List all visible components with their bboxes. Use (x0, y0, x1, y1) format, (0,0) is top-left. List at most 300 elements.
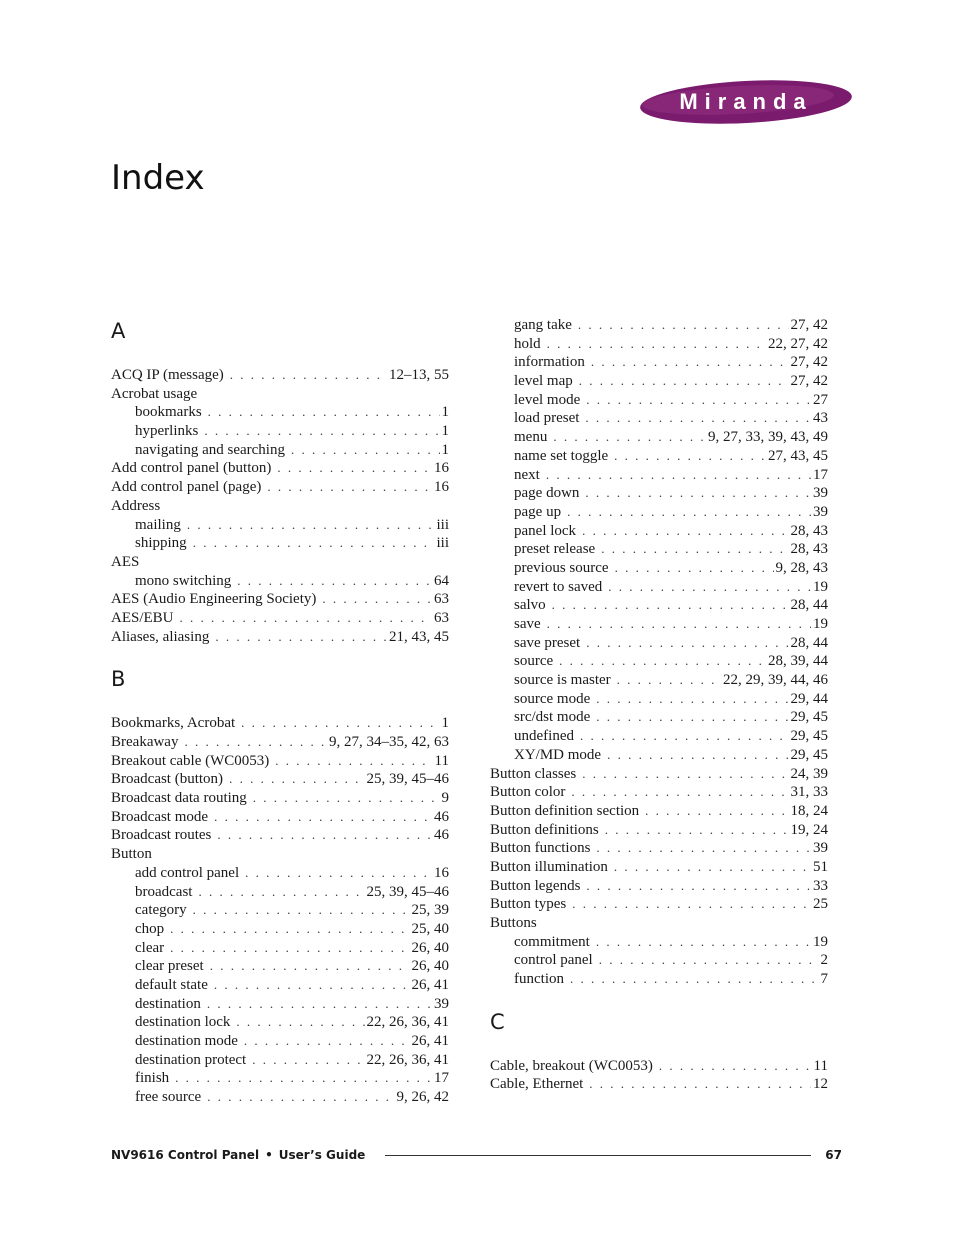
dot-leader (571, 783, 788, 802)
dot-leader (582, 765, 788, 784)
index-term: Broadcast mode (111, 808, 209, 825)
index-term: menu (514, 429, 548, 446)
index-entry (490, 783, 828, 802)
footer-separator: • (265, 1148, 273, 1162)
dot-leader (559, 652, 766, 671)
index-pages: 12 (813, 1076, 828, 1093)
index-pages: 22, 26, 36, 41 (366, 1014, 449, 1031)
index-pages: iii (436, 516, 449, 533)
dot-leader (578, 316, 789, 335)
dot-leader (184, 733, 327, 752)
index-entry (490, 821, 828, 840)
index-subentry (490, 391, 828, 410)
index-subentry (111, 920, 449, 939)
index-entry (490, 1075, 828, 1094)
index-subentry (490, 652, 828, 671)
index-subentry (111, 441, 449, 460)
index-pages: 25 (813, 896, 828, 913)
miranda-logo (638, 78, 854, 128)
index-subentry (490, 503, 828, 522)
dot-leader (204, 422, 439, 441)
dot-leader (214, 976, 410, 995)
index-pages: 21, 43, 45 (389, 628, 449, 645)
index-section-letter: B (111, 667, 126, 692)
dot-leader (208, 403, 440, 422)
index-term: mailing (135, 516, 181, 533)
index-term: Button (111, 846, 152, 863)
index-term: AES (111, 553, 140, 570)
page-footer (111, 1145, 842, 1165)
index-subentry (111, 901, 449, 920)
dot-leader (267, 478, 432, 497)
index-pages: 31, 33 (790, 784, 828, 801)
index-term: destination (135, 995, 201, 1012)
index-term: Broadcast data routing (111, 790, 247, 807)
dot-leader (614, 447, 766, 466)
dot-leader (229, 770, 364, 789)
index-pages: 11 (434, 752, 449, 769)
index-section (490, 1007, 828, 1094)
index-subentry (490, 951, 828, 970)
index-term: source is master (514, 672, 611, 689)
index-entry (111, 459, 449, 478)
dot-leader (322, 590, 432, 609)
index-subentry (490, 447, 828, 466)
index-term: XY/MD mode (514, 746, 602, 763)
index-term: next (514, 466, 540, 483)
index-subentry (111, 883, 449, 902)
dot-leader (198, 883, 364, 902)
index-subentry (490, 428, 828, 447)
index-entry (111, 733, 449, 752)
index-entry (490, 914, 828, 933)
index-term: save preset (514, 634, 581, 651)
index-subentry (111, 864, 449, 883)
dot-leader (236, 1013, 364, 1032)
index-subentry (111, 516, 449, 535)
dot-leader (596, 690, 788, 709)
index-entry (111, 808, 449, 827)
dot-leader (596, 839, 811, 858)
index-term: save (514, 616, 541, 632)
index-subentry (111, 957, 449, 976)
index-entry (490, 839, 828, 858)
index-subentry (111, 939, 449, 958)
index-pages: 22, 26, 36, 41 (366, 1051, 449, 1068)
footer-rule (385, 1155, 811, 1156)
index-term: broadcast (135, 883, 193, 900)
index-term: level mode (514, 391, 581, 408)
index-term: Aliases, aliasing (111, 628, 210, 645)
index-term: Acrobat usage (111, 385, 198, 402)
index-subentry (490, 316, 828, 335)
index-term: salvo (514, 597, 546, 614)
index-pages: 39 (434, 995, 449, 1012)
dot-leader (180, 609, 432, 628)
index-entry (111, 845, 449, 864)
index-subentry (111, 1032, 449, 1051)
index-entry (111, 497, 449, 516)
index-pages: 27, 42 (790, 373, 828, 390)
index-entry (490, 802, 828, 821)
index-term: Breakaway (111, 734, 179, 750)
index-term: destination lock (135, 1014, 231, 1031)
index-subentry (111, 1051, 449, 1070)
index-pages: 46 (434, 808, 449, 825)
dot-leader (617, 671, 721, 690)
index-term: Button definition section (490, 802, 640, 819)
index-term: previous source (514, 559, 609, 576)
index-pages: 11 (813, 1057, 828, 1074)
footer-doc-subtitle: User’s Guide (278, 1148, 366, 1162)
index-term: load preset (514, 410, 580, 427)
index-term: add control panel (135, 864, 240, 881)
dot-leader (244, 1032, 410, 1051)
index-term: chop (135, 920, 165, 937)
index-pages: 29, 45 (790, 709, 828, 726)
index-term: destination mode (135, 1033, 238, 1049)
index-term: mono switching (135, 572, 232, 589)
index-subentry (490, 540, 828, 559)
index-pages: 2 (820, 952, 828, 969)
index-term: revert to saved (514, 578, 603, 595)
index-pages: 28, 39, 44 (768, 653, 828, 670)
dot-leader (170, 939, 409, 958)
index-pages: 28, 44 (790, 634, 828, 651)
dot-leader (187, 516, 435, 535)
index-pages: 1 (441, 441, 449, 458)
dot-leader (207, 1088, 394, 1107)
dot-leader (241, 714, 439, 733)
index-section (111, 664, 449, 1106)
index-pages: 27, 42 (790, 354, 828, 371)
index-pages: 1 (441, 423, 449, 440)
index-pages: 63 (434, 591, 449, 608)
dot-leader (586, 877, 811, 896)
index-pages: 28, 43 (790, 541, 828, 558)
index-pages: 27, 42 (790, 317, 828, 333)
index-pages: 46 (434, 827, 449, 844)
dot-leader (547, 615, 811, 634)
index-pages: 25, 39, 45–46 (366, 883, 449, 900)
dot-leader (570, 970, 819, 989)
dot-leader (596, 708, 788, 727)
index-term: Cable, breakout (WC0053) (490, 1057, 653, 1074)
index-subentry (490, 970, 828, 989)
index-term: AES/EBU (111, 609, 174, 626)
section-gap (490, 989, 828, 1007)
index-term: name set toggle (514, 447, 609, 464)
index-term: Button definitions (490, 821, 599, 838)
index-subentry (111, 995, 449, 1014)
index-pages: 19, 24 (790, 821, 828, 838)
index-pages: 25, 40 (411, 920, 449, 937)
index-term: information (514, 354, 585, 371)
index-pages: 39 (813, 485, 828, 502)
index-term: Bookmarks, Acrobat (111, 715, 236, 732)
dot-leader (586, 391, 811, 410)
dot-leader (645, 802, 788, 821)
dot-leader (252, 1051, 364, 1070)
index-subentry (490, 634, 828, 653)
index-subentry (490, 596, 828, 615)
dot-leader (175, 1069, 432, 1088)
index-subentry (111, 1013, 449, 1032)
index-subentry (111, 422, 449, 441)
index-pages: 29, 44 (790, 690, 828, 707)
dot-leader (614, 858, 811, 877)
dot-leader (585, 484, 811, 503)
index-term: clear preset (135, 958, 204, 975)
index-term: Button color (490, 784, 566, 801)
index-term: default state (135, 976, 208, 993)
index-subentry (490, 409, 828, 428)
index-entry (111, 553, 449, 572)
index-pages: 43 (813, 410, 828, 427)
section-gap (111, 646, 449, 664)
dot-leader (601, 540, 788, 559)
index-pages: 33 (813, 877, 828, 894)
index-term: preset release (514, 541, 596, 558)
dot-leader (605, 821, 789, 840)
index-entry (490, 895, 828, 914)
index-subentry (111, 534, 449, 553)
index-subentry (490, 690, 828, 709)
index-term: control panel (514, 952, 593, 969)
index-subentry (490, 615, 828, 634)
dot-leader (214, 808, 432, 827)
dot-leader (607, 746, 788, 765)
index-pages: 1 (441, 715, 449, 732)
index-subentry (111, 976, 449, 995)
index-subentry (490, 335, 828, 354)
index-section (490, 316, 828, 989)
index-section (111, 316, 449, 646)
dot-leader (230, 366, 387, 385)
index-term: gang take (514, 317, 572, 333)
dot-leader (277, 459, 432, 478)
index-pages: 39 (813, 840, 828, 857)
footer-page-number: 67 (825, 1148, 842, 1162)
index-entry (111, 609, 449, 628)
dot-leader (580, 727, 789, 746)
index-term: free source (135, 1089, 202, 1106)
index-term: Button types (490, 896, 567, 913)
index-pages: 9, 27, 33, 39, 43, 49 (708, 429, 828, 446)
index-pages: 51 (813, 858, 828, 875)
index-pages: 26, 40 (411, 939, 449, 956)
index-pages: 19 (813, 933, 828, 950)
dot-leader (589, 1075, 811, 1094)
index-term: undefined (514, 728, 574, 745)
dot-leader (582, 522, 788, 541)
index-term: level map (514, 373, 573, 390)
index-subentry (490, 746, 828, 765)
dot-leader (579, 372, 789, 391)
index-subentry (490, 727, 828, 746)
index-subentry (490, 353, 828, 372)
index-subentry (490, 559, 828, 578)
index-pages: 27 (813, 391, 828, 408)
dot-leader (245, 864, 432, 883)
index-entry (111, 770, 449, 789)
index-pages: 18, 24 (790, 802, 828, 819)
index-subentry (111, 1069, 449, 1088)
dot-leader (586, 634, 788, 653)
index-pages: 64 (434, 572, 449, 589)
index-pages: 19 (813, 578, 828, 595)
index-term: Broadcast routes (111, 827, 212, 844)
index-pages: 19 (813, 616, 828, 632)
index-subentry (111, 1088, 449, 1107)
index-term: clear (135, 939, 165, 956)
dot-leader (608, 578, 811, 597)
index-entry (490, 1057, 828, 1076)
index-subentry (490, 484, 828, 503)
dot-leader (217, 826, 432, 845)
index-pages: 25, 39 (411, 902, 449, 919)
index-term: shipping (135, 535, 187, 552)
index-term: bookmarks (135, 404, 202, 421)
dot-leader (572, 895, 811, 914)
dot-leader (253, 789, 440, 808)
index-term: page up (514, 503, 562, 520)
dot-leader (615, 559, 774, 578)
index-pages: 16 (434, 864, 449, 881)
index-subentry (490, 933, 828, 952)
index-term: Breakout cable (WC0053) (111, 752, 270, 769)
index-term: ACQ IP (message) (111, 367, 224, 383)
logo-wordmark: Miranda (679, 89, 813, 114)
index-term: navigating and searching (135, 441, 285, 458)
dot-leader (237, 572, 432, 591)
index-entry (111, 628, 449, 647)
index-subentry (490, 522, 828, 541)
index-term: page down (514, 485, 580, 502)
index-subentry (111, 572, 449, 591)
dot-leader (585, 409, 811, 428)
index-pages: 26, 41 (411, 976, 449, 993)
dot-leader (553, 428, 706, 447)
index-entry (490, 765, 828, 784)
index-pages: 28, 44 (790, 597, 828, 614)
dot-leader (547, 335, 766, 354)
index-entry (111, 714, 449, 733)
index-pages: 27, 43, 45 (768, 447, 828, 464)
index-pages: 29, 45 (790, 728, 828, 745)
index-entry (490, 858, 828, 877)
index-term: source mode (514, 690, 591, 707)
index-term: Button functions (490, 840, 591, 857)
index-pages: 9, 28, 43 (775, 559, 828, 576)
index-term: commitment (514, 933, 590, 950)
dot-leader (591, 353, 789, 372)
index-term: function (514, 971, 564, 988)
index-pages: 22, 27, 42 (768, 335, 828, 352)
index-term: src/dst mode (514, 709, 591, 726)
index-pages: 25, 39, 45–46 (366, 771, 449, 788)
index-subentry (490, 466, 828, 485)
index-pages: 1 (441, 404, 449, 421)
dot-leader (552, 596, 789, 615)
index-term: Button legends (490, 877, 581, 894)
index-entry (111, 590, 449, 609)
index-pages: 29, 45 (790, 746, 828, 763)
index-pages: 28, 43 (790, 522, 828, 539)
index-entry (111, 385, 449, 404)
index-term: Address (111, 497, 161, 514)
index-pages: 63 (434, 609, 449, 626)
index-pages: 9, 27, 34–35, 42, 63 (329, 734, 449, 750)
dot-leader (599, 951, 819, 970)
index-pages: 12–13, 55 (389, 367, 449, 383)
index-term: AES (Audio Engineering Society) (111, 591, 317, 608)
index-pages: 24, 39 (790, 765, 828, 782)
dot-leader (193, 534, 435, 553)
index-pages: 7 (820, 971, 828, 988)
dot-leader (210, 957, 410, 976)
index-subentry (490, 671, 828, 690)
index-pages: iii (436, 535, 449, 552)
dot-leader (275, 752, 432, 771)
index-entry (111, 366, 449, 385)
index-term: Cable, Ethernet (490, 1076, 584, 1093)
index-term: hold (514, 335, 541, 352)
index-pages: 39 (813, 503, 828, 520)
dot-leader (215, 628, 387, 647)
page-title: Index (111, 158, 205, 198)
index-pages: 16 (434, 479, 449, 496)
index-term: destination protect (135, 1051, 247, 1068)
index-term: panel lock (514, 522, 577, 539)
index-pages: 9, 26, 42 (396, 1089, 449, 1106)
dot-leader (291, 441, 440, 460)
index-subentry (490, 372, 828, 391)
index-term: Button classes (490, 765, 577, 782)
index-section-letter: A (111, 319, 126, 343)
index-entry (111, 789, 449, 808)
index-entry (490, 877, 828, 896)
index-pages: 9 (441, 790, 449, 807)
dot-leader (659, 1057, 812, 1076)
index-pages: 17 (813, 466, 828, 483)
footer-doc-title: NV9616 Control Panel (111, 1148, 260, 1162)
index-term: Broadcast (button) (111, 771, 224, 788)
index-term: source (514, 653, 554, 670)
index-term: Button illumination (490, 858, 608, 875)
index-subentry (490, 578, 828, 597)
index-entry (111, 752, 449, 771)
dot-leader (193, 901, 410, 920)
index-pages: 26, 40 (411, 958, 449, 975)
index-term: hyperlinks (135, 423, 199, 440)
index-column-left (111, 316, 449, 1107)
index-pages: 26, 41 (411, 1033, 449, 1049)
index-section-letter: C (490, 1009, 505, 1034)
dot-leader (546, 466, 811, 485)
dot-leader (207, 995, 432, 1014)
dot-leader (170, 920, 409, 939)
index-column-right (490, 316, 828, 1094)
index-term: Add control panel (page) (111, 479, 262, 496)
index-term: category (135, 902, 187, 919)
index-subentry (111, 403, 449, 422)
index-term: Add control panel (button) (111, 460, 272, 477)
dot-leader (596, 933, 811, 952)
index-entry (111, 826, 449, 845)
index-pages: 17 (434, 1070, 449, 1087)
index-term: Buttons (490, 915, 537, 931)
